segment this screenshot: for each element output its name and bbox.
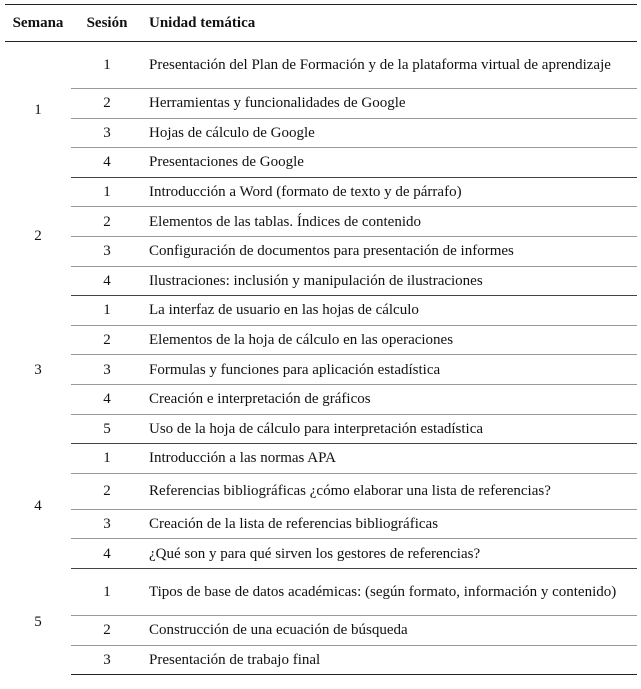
topic-text: Herramientas y funcionalidades de Google: [143, 89, 637, 119]
topic-text: Uso de la hoja de cálculo para interpretación estadística: [143, 414, 637, 444]
topic-text: Ilustraciones: inclusión y manipulación de ilustraciones: [143, 266, 637, 296]
topic-text: ¿Qué son y para qué sirven los gestores de referencias?: [143, 539, 637, 569]
session-number: 3: [71, 355, 143, 385]
table-row: [5, 473, 637, 509]
session-number: 1: [71, 177, 143, 207]
topic-text: Presentación de trabajo final: [143, 645, 637, 675]
session-number: 5: [71, 414, 143, 444]
week-number: 1: [34, 101, 42, 118]
topic-text: Presentación del Plan de Formación y de la plataforma virtual de aprendizaje: [143, 42, 637, 89]
table-row: [5, 266, 637, 296]
session-number: 4: [71, 148, 143, 178]
week-number: 5: [34, 613, 42, 630]
topic-text: Hojas de cálculo de Google: [143, 118, 637, 148]
session-number: 3: [71, 509, 143, 539]
table-row: [5, 325, 637, 355]
topic-text: Creación de la lista de referencias bibliográficas: [143, 509, 637, 539]
session-number: 4: [71, 539, 143, 569]
table-row: [5, 89, 637, 119]
header-topic: Unidad temática: [143, 5, 637, 42]
week-number: 2: [34, 228, 42, 245]
table-row: [5, 384, 637, 414]
topic-text: Elementos de las tablas. Índices de contenido: [143, 207, 637, 237]
topic-text: Construcción de una ecuación de búsqueda: [143, 615, 637, 645]
table-row: [5, 509, 637, 539]
header-week: Semana: [5, 5, 71, 42]
session-number: 2: [71, 325, 143, 355]
header-row: [5, 5, 637, 42]
topic-text: Introducción a Word (formato de texto y de párrafo): [143, 177, 637, 207]
session-number: 4: [71, 266, 143, 296]
table-row: [5, 539, 637, 569]
table-row: [5, 615, 637, 645]
table-row: [5, 296, 637, 326]
session-number: 4: [71, 384, 143, 414]
session-number: 3: [71, 645, 143, 675]
session-number: 3: [71, 118, 143, 148]
topic-text: Elementos de la hoja de cálculo en las operaciones: [143, 325, 637, 355]
session-number: 1: [71, 444, 143, 474]
table-row: [5, 118, 637, 148]
table-row: [5, 148, 637, 178]
session-number: 3: [71, 236, 143, 266]
session-number: 2: [71, 473, 143, 509]
topic-text: Referencias bibliográficas ¿cómo elaborar una lista de referencias?: [143, 473, 637, 509]
topic-text: Creación e interpretación de gráficos: [143, 384, 637, 414]
week-number: 4: [34, 498, 42, 515]
session-number: 1: [71, 42, 143, 89]
table-row: [5, 207, 637, 237]
schedule-table: [5, 4, 637, 675]
table-row: [5, 645, 637, 675]
session-number: 2: [71, 207, 143, 237]
session-number: 2: [71, 615, 143, 645]
table-row: [5, 444, 637, 474]
table-row: [5, 177, 637, 207]
table-row: [5, 568, 637, 615]
table-row: [5, 42, 637, 89]
topic-text: Presentaciones de Google: [143, 148, 637, 178]
table-row: [5, 355, 637, 385]
schedule-body: [5, 42, 637, 675]
topic-text: Tipos de base de datos académicas: (según formato, información y contenido): [143, 568, 637, 615]
topic-text: Formulas y funciones para aplicación estadística: [143, 355, 637, 385]
session-number: 1: [71, 296, 143, 326]
table-row: [5, 414, 637, 444]
header-session: Sesión: [71, 5, 143, 42]
session-number: 2: [71, 89, 143, 119]
topic-text: La interfaz de usuario en las hojas de cálculo: [143, 296, 637, 326]
table-row: [5, 236, 637, 266]
topic-text: Introducción a las normas APA: [143, 444, 637, 474]
topic-text: Configuración de documentos para presentación de informes: [143, 236, 637, 266]
session-number: 1: [71, 568, 143, 615]
week-number: 3: [34, 361, 42, 378]
